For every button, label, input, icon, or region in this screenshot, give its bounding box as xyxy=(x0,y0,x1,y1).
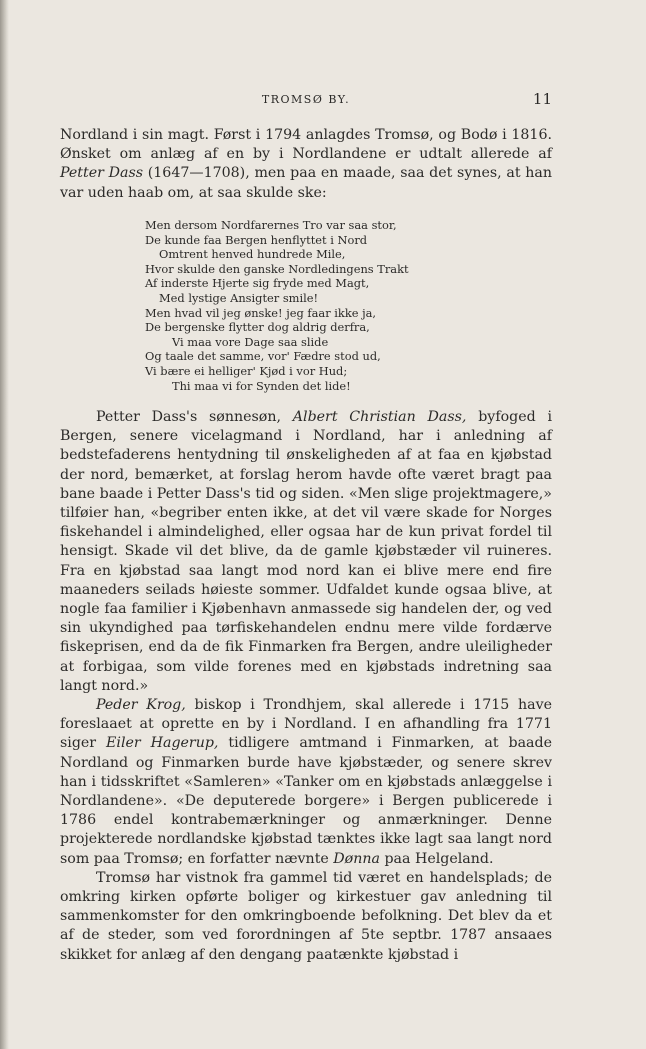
intro-text-before: Nordland i sin magt. Først i 1794 anlagdes Tromsø, og Bodø i 1816. Ønsket om anlæg af en by i Nordlandene er udtalt allerede af xyxy=(60,127,552,163)
para2-name-krog: Peder Krog, xyxy=(96,697,186,714)
para1-name: Albert Christian Dass, xyxy=(292,409,467,425)
poem-line: Vi bære ei helliger' Kjød i vor Hud; xyxy=(145,363,348,378)
paragraph-peder-krog xyxy=(60,696,552,869)
poem-line: Men hvad vil jeg ønske! jeg faar ikke ja, xyxy=(145,305,377,320)
poem-line: Thi maa vi for Synden det lide! xyxy=(172,378,351,393)
intro-text-after: (1647—1708), men paa en maade, saa det synes, at han var uden haab om, at saa skulde ske: xyxy=(60,165,552,201)
page-edge-shadow xyxy=(0,0,9,1049)
para1-text-b: byfoged i Bergen, senere vicelagmand i Nordland, har i anledning af bedstefaderens hentydning til ønskeligheden af at faa en kjøbstad der nord, bemærket, at forslag herom havde ofte været bragt paa bane baade i Petter Dass's tid og siden. «Men slige projektmagere,» tilføier han, «begriber enten ikke, at det vil være skade for Norges fiskehandel i almindelighed, eller ogsaa har de kun privat fordel til hensigt. Skade vil det blive, da de gamle kjøbstæder vil ruineres. Fra en kjøbstad saa langt mod nord kan ei blive mere end fire maaneders seilads høieste sommer. Udfaldet kunde ogsaa blive, at nogle faa familier i Kjøbenhavn anmassede sig handelen der, og ved sin ukyndighed paa tørfiskehandelen endnu mere vilde fordærve fiskeprisen, end da de fik Finmarken fra Bergen, andre uleiligheder at forbigaa, som vilde forenes med en kjøbstads indretning saa langt nord.» xyxy=(60,409,552,694)
poem-quote xyxy=(145,218,409,393)
para2-place-donna: Dønna xyxy=(333,850,380,867)
poem-line: De kunde faa Bergen henflyttet i Nord xyxy=(145,232,368,247)
poem-line: De bergenske flytter dog aldrig derfra, xyxy=(145,320,370,335)
intro-paragraph xyxy=(60,126,552,203)
poem-line: Hvor skulde den ganske Nordledingens Trakt xyxy=(145,261,409,276)
para2-name-hagerup: Eiler Hagerup, xyxy=(106,735,219,752)
paragraph-tromso: Tromsø har vistnok fra gammel tid været en handelsplads; de omkring kirken opførte boliger og kirkestuer gav anledning til sammenkomster for den omkringboende befolkning. Det blev da et af de steder, som ved forordningen af 5te septbr. 1787 ansaaes skikket for anlæg af den dengang paatænkte kjøbstad i xyxy=(60,869,552,963)
paragraph-albert-dass xyxy=(60,408,552,696)
intro-author-name: Petter Dass xyxy=(60,165,144,182)
page-number: 11 xyxy=(532,90,552,108)
main-body-text xyxy=(60,408,552,965)
poem-line: Vi maa vore Dage saa slide xyxy=(172,334,329,349)
poem-line: Og taale det samme, vor' Fædre stod ud, xyxy=(145,349,381,364)
para2-text-c: paa Helgeland. xyxy=(379,850,494,867)
para2-text-b: tidligere amtmand i Finmarken, at baade Nordland og Finmarken burde have kjøbstæder, og senere skrev han i tidsskriftet «Samleren» «Tanker om en kjøbstads anlæggelse i Nordlandene». «De deputerede borgere» i Bergen publicerede i 1786 endel kontrabemærkninger og anmærkninger. Denne projekterede nordlandske kjøbstad tænktes ikke lagt saa langt nord som paa Tromsø; en forfatter nævnte xyxy=(60,735,552,867)
para2-text-a: biskop i Trondhjem, skal allerede i 1715 have foreslaaet at oprette en by i Nordland. I en afhandling fra 1771 siger xyxy=(60,697,553,752)
poem-line: Men dersom Nordfarernes Tro var saa stor, xyxy=(145,218,397,232)
poem-line: Med lystige Ansigter smile! xyxy=(159,290,319,305)
poem-line: Omtrent henved hundrede Mile, xyxy=(159,247,346,262)
poem-line: Af inderste Hjerte sig fryde med Magt, xyxy=(145,276,370,291)
running-head: TROMSØ BY. xyxy=(261,93,351,106)
para1-text-a: Petter Dass's sønnesøn, xyxy=(96,409,293,425)
page-header xyxy=(60,90,552,110)
